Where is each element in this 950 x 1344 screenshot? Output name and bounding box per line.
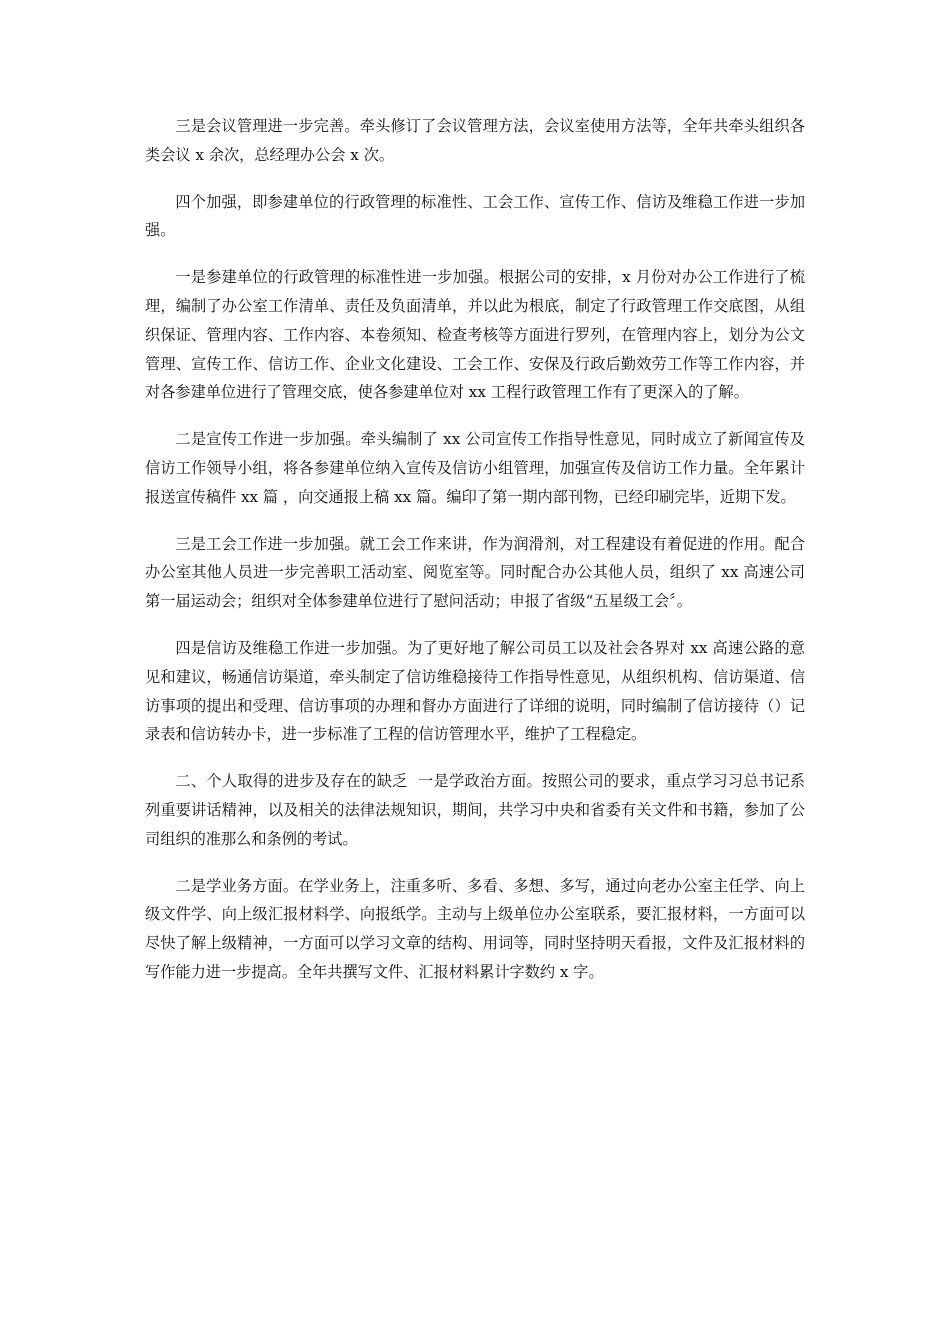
paragraph-four-strengthenings: 四个加强，即参建单位的行政管理的标准性、工会工作、宣传工作、信访及维稳工作进一步加强。 <box>145 192 805 240</box>
document-page <box>145 112 805 1005</box>
paragraph-admin-standardization: 一是参建单位的行政管理的标准性进一步加强。根据公司的安排，x 月份对办公工作进行了梳理，编制了办公室工作清单、责任及负面清单，并以此为根底，制定了行政管理工作交底图，从组织保证、管理内容、工作内容、本卷须知、检查考核等方面进行罗列，在管理内容上，划分为公文管理、宣传工作、信访工作、企业文化建设、工会工作、安保及行政后勤效劳工作等工作内容，并对各参建单位进行了管理交底，使各参建单位对 xx 工程行政管理工作有了更深入的了解。 <box>145 268 805 402</box>
paragraph-union-work: 三是工会工作进一步加强。就工会工作来讲，作为润滑剂，对工程建设有着促进的作用。配合办公室其他人员进一步完善职工活动室、阅览室等。同时配合办公其他人员，组织了 xx 高速公司第一届运动会；组织对全体参建单位进行了慰问活动；申报了省级“五星级工会〞。 <box>145 534 805 611</box>
paragraph-personal-progress-business: 二是学业务方面。在学业务上，注重多听、多看、多想、多写，通过向老办公室主任学、向上级文件学、向上级汇报材料学、向报纸学。主动与上级单位办公室联系，要汇报材料，一方面可以尽快了解上级精神，一方面可以学习文章的结构、用词等，同时坚持明天看报，文件及汇报材料的写作能力进一步提高。全年共撰写文件、汇报材料累计字数约 x 字。 <box>145 876 805 981</box>
paragraph-personal-progress-politics: 二、个人取得的进步及存在的缺乏 一是学政治方面。按照公司的要求，重点学习习总书记系列重要讲话精神，以及相关的法律法规知识，期间，共学习中央和省委有关文件和书籍，参加了公司组织的准那么和条例的考试。 <box>145 772 805 848</box>
paragraph-petition-stability: 四是信访及维稳工作进一步加强。为了更好地了解公司员工以及社会各界对 xx 高速公路的意见和建议，畅通信访渠道，牵头制定了信访维稳接待工作指导性意见，从组织机构、信访渠道、信访事项的提出和受理、信访事项的办理和督办方面进行了详细的说明，同时编制了信访接待（）记录表和信访转办卡，进一步标准了工程的信访管理水平，维护了工程稳定。 <box>145 638 805 744</box>
paragraph-meeting-management: 三是会议管理进一步完善。牵头修订了会议管理方法，会议室使用方法等，全年共牵头组织各类会议 x 余次，总经理办公会 x 次。 <box>145 117 805 164</box>
paragraph-publicity-work: 二是宣传工作进一步加强。牵头编制了 xx 公司宣传工作指导性意见，同时成立了新闻宣传及信访工作领导小组，将各参建单位纳入宣传及信访小组管理，加强宣传及信访工作力量。全年累计报送宣传稿件 xx 篇 ，向交通报上稿 xx 篇。编印了第一期内部刊物，已经印刷完毕，近期下发。 <box>145 430 805 506</box>
